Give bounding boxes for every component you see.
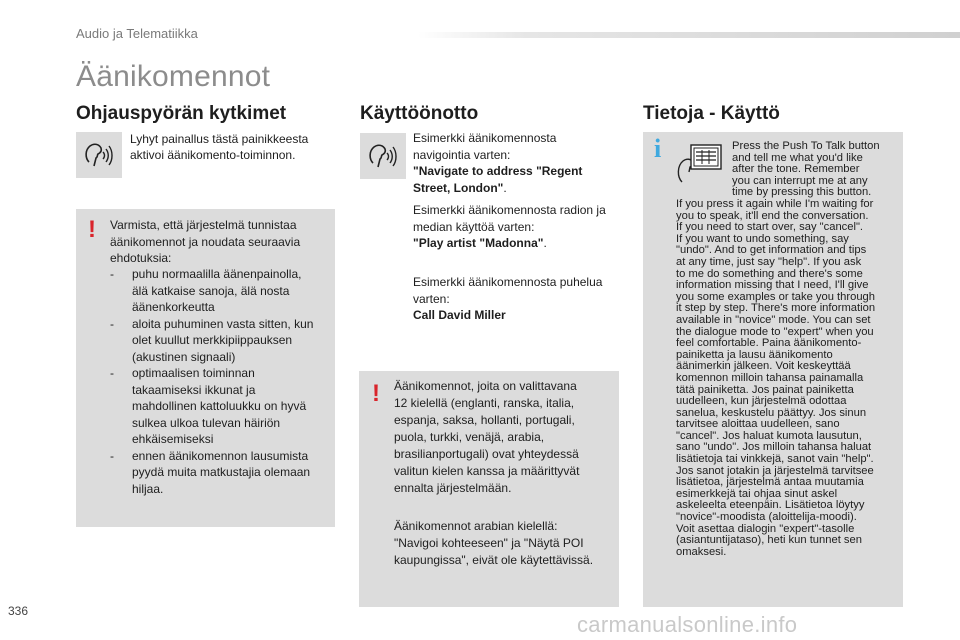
header-label: Audio ja Telematiikka (76, 26, 198, 41)
watermark[interactable]: carmanualsonline.info (577, 612, 798, 637)
list-item (110, 266, 332, 316)
info-line: at any time, just say "help". If you ask (676, 255, 862, 268)
warning-icon: ! (88, 216, 96, 243)
info-line: "cancel". Jos haluat kumota lausutun, (676, 429, 862, 442)
example-line: varten: (413, 291, 450, 306)
warning-text-line: Äänikomennot, joita on valittavana (394, 379, 577, 393)
command-text: "Play artist "Madonna" (413, 236, 544, 250)
info-line: after the tone. Remember (732, 163, 860, 176)
info-line: Jos sanot jotakin ja järjestelmä tarvitsee (676, 464, 874, 477)
command-text: "Navigate to address "Regent (413, 164, 583, 178)
list-item-line: älä katkaise sanoja, älä nosta (132, 283, 290, 298)
info-body (676, 199, 902, 558)
list-item (110, 316, 332, 366)
warning-text-line: 12 kielellä (englanti, ranska, italia, (394, 396, 575, 410)
list-item-line: olet kuullut merkkipiippauksen (132, 333, 293, 347)
example-command (413, 235, 623, 252)
example-line: Esimerkki äänikomennosta puhelua (413, 275, 603, 289)
list-item-line: äänenkorkeutta (132, 300, 215, 314)
list-dash: - (110, 366, 114, 380)
warning-text-line: Varmista, että järjestelmä tunnistaa (110, 218, 297, 232)
list-item-line: sulkea ulkoa tulevan häiriön (132, 415, 281, 430)
list-dash: - (110, 316, 114, 331)
info-line: esimerkkejä tai ohjaa sinut askel (676, 487, 838, 500)
info-line: available in "novice" mode. You can set (676, 313, 871, 326)
warning-text-line: kaupungissa", eivät ole käytettävissä. (394, 553, 594, 567)
warning-text-line: ehdotuksia: (110, 251, 172, 265)
list-item-line: pyydä muita matkustajia olemaan (132, 465, 311, 479)
list-item-line: optimaalisen toiminnan (132, 366, 255, 380)
command-text: Call David Miller (413, 308, 506, 322)
info-line: Press the Push To Talk button (732, 140, 880, 152)
example-line: Esimerkki äänikomennosta (413, 131, 557, 145)
info-line: "undo". And to get information and tips (676, 244, 867, 257)
list-item (110, 365, 332, 448)
list-item-line: (akustinen signaali) (132, 349, 236, 364)
info-line: (asiantuntijataso), heti kun tunnet sen (676, 534, 862, 547)
info-icon: i (654, 134, 662, 163)
command-punctuation: . (543, 236, 547, 250)
info-line: it step by step. There's more information (676, 302, 876, 315)
info-line: painiketta ja lausu äänikomento (676, 348, 833, 361)
push-to-talk-icon (360, 133, 406, 179)
info-intro (732, 141, 902, 199)
example-command (413, 163, 623, 180)
list-item-line: puhu normaalilla äänenpainolla, (132, 267, 302, 281)
section1-intro-line: Lyhyt painallus tästä painikkeesta (130, 132, 309, 146)
warning-text-line: Äänikomennot arabian kielellä: (394, 519, 558, 533)
info-line: the dialogue mode to "expert" when you (676, 325, 874, 338)
command-punctuation: . (503, 180, 507, 195)
info-line: If you need to start over, say "cancel". (676, 221, 864, 234)
info-line: sano "undo". Jos milloin tahansa haluat (676, 441, 872, 454)
info-line: "novice"-moodista (aloittelija-moodi). (676, 511, 857, 524)
info-line: If you want to undo something, say (676, 232, 849, 245)
command-text: Street, London" (413, 180, 504, 195)
radio-example (413, 202, 623, 252)
warning-text-line: valitun kielen kanssa ja määrittyvät (394, 464, 580, 478)
info-line: lisätietoa, järjestelmä antaa muutamia (676, 476, 864, 489)
info-line: omaksesi. (676, 545, 727, 558)
info-line: If you press it again while I'm waiting for (676, 198, 874, 210)
navigation-example (413, 130, 623, 196)
list-item-line: ehkäisemiseksi (132, 432, 214, 446)
list-item (110, 448, 332, 498)
info-line: and tell me what you'd like (732, 151, 863, 164)
screen-menu-icon (676, 142, 724, 188)
info-line: sanelua, keskustelu päättyy. Jos sinun (676, 406, 867, 419)
warning-text-line: puola, turkki, venäjä, arabia, (394, 430, 545, 444)
warning-text-line: "Navigoi kohteeseen" ja "Näytä POI (394, 536, 584, 550)
push-to-talk-icon (76, 132, 122, 178)
warning-languages-text (394, 378, 616, 497)
page-title: Äänikomennot (76, 60, 271, 93)
warning-icon: ! (372, 380, 380, 407)
example-command (413, 180, 623, 197)
page-number: 336 (8, 604, 29, 618)
info-line: uudelleen, kun järjestelmä odottaa (676, 395, 847, 408)
info-line: you can interrupt me at any (732, 174, 868, 187)
header-rule (418, 32, 960, 38)
list-dash: - (110, 267, 114, 281)
warning-recognition-intro (110, 217, 330, 267)
example-line: median käyttöä varten: (413, 219, 535, 234)
info-line: information missing that I need, I'll give (676, 279, 869, 292)
info-line: komennon milloin tahansa painamalla (676, 371, 864, 384)
info-line: äänimerkin jälkeen. Voit keskeyttää (676, 360, 851, 373)
list-item-line: hiljaa. (132, 481, 164, 496)
list-item-line: ennen äänikomennon lausumista (132, 448, 309, 463)
info-line: you to speak, it'll end the conversation. (676, 209, 869, 222)
list-item-line: aloita puhuminen vasta sitten, kun (132, 316, 314, 331)
info-line: askeleelta eteenpäin. Lisätietoa löytyy (676, 499, 865, 512)
warning-text-line: espanja, saksa, hollanti, portugali, (394, 413, 575, 427)
info-line: time by pressing this button. (732, 186, 872, 199)
list-item-line: takaamiseksi ikkunat ja (132, 382, 256, 397)
list-item-line: mahdollinen kattoluukku on hyvä (132, 399, 307, 413)
info-line: feel comfortable. Paina äänikomento- (676, 337, 862, 350)
warning-text-line: brasilianportugali) ovat yhteydessä (394, 447, 579, 461)
list-dash: - (110, 448, 114, 463)
info-line: lisätietoja tai vinkkejä, sanot vain "help". (676, 453, 874, 466)
info-line: to me do something and there's some (676, 267, 863, 280)
warning-recognition-list (110, 266, 332, 497)
info-line: you some examples or take you through (676, 290, 875, 303)
section1-intro-line: aktivoi äänikomento-toiminnon. (130, 148, 296, 162)
info-line: Voit asettaa dialogin "expert"-tasolle (676, 522, 855, 535)
example-line: Esimerkki äänikomennosta radion ja (413, 203, 606, 217)
section-heading-getting-started: Käyttöönotto (360, 103, 479, 124)
info-line: tätä painiketta. Jos painat painiketta (676, 383, 854, 396)
warning-arabic-text (394, 518, 616, 569)
section-heading-steering-controls: Ohjauspyörän kytkimet (76, 103, 287, 124)
warning-text-line: äänikomennot ja noudata seuraavia (110, 234, 301, 249)
example-line: navigointia varten: (413, 147, 511, 162)
call-example (413, 274, 623, 324)
example-command (413, 307, 623, 324)
warning-text-line: ennalta järjestelmään. (394, 481, 512, 495)
section-heading-info-usage: Tietoja - Käyttö (643, 103, 780, 124)
info-line: tarvitsee aloittaa uudelleen, sano (676, 418, 840, 431)
section1-intro (130, 131, 340, 163)
